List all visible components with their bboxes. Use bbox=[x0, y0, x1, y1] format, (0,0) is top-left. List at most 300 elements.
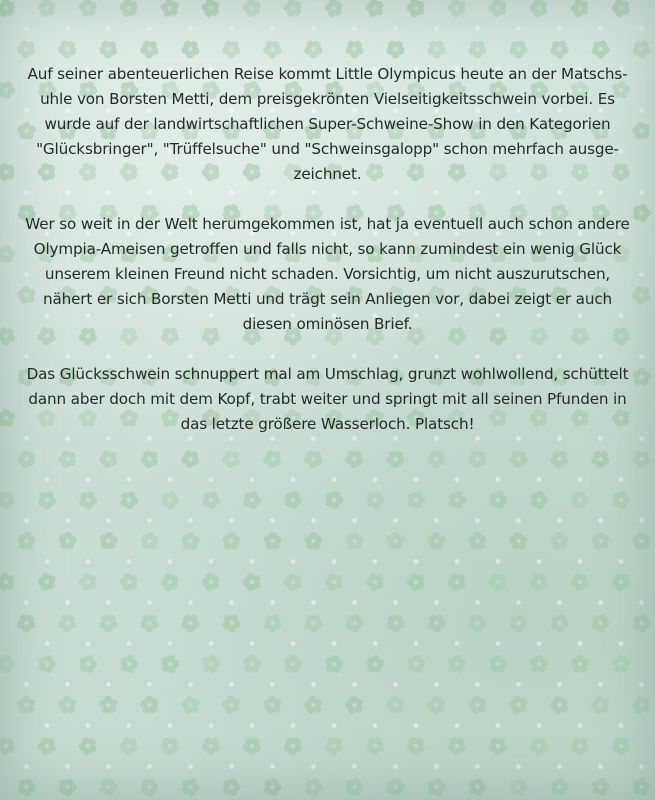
flower-icon bbox=[138, 775, 162, 798]
dot-mark bbox=[639, 26, 644, 31]
dot-mark bbox=[373, 641, 378, 646]
dot-mark bbox=[65, 600, 70, 605]
flower-icon bbox=[240, 733, 265, 758]
dot-mark bbox=[311, 600, 316, 605]
dot-mark bbox=[352, 600, 357, 605]
flower-icon bbox=[568, 0, 593, 20]
flower-icon bbox=[158, 488, 182, 512]
flower-icon bbox=[199, 488, 223, 512]
flower-icon bbox=[424, 36, 449, 61]
dot-mark bbox=[352, 26, 357, 31]
dot-mark bbox=[311, 682, 316, 687]
flower-icon bbox=[384, 611, 408, 635]
flower-icon bbox=[118, 653, 140, 675]
flower-icon bbox=[365, 654, 386, 674]
flower-icon bbox=[568, 733, 593, 758]
dot-mark bbox=[475, 518, 480, 523]
dot-mark bbox=[291, 723, 296, 728]
dot-mark bbox=[127, 723, 132, 728]
dot-mark bbox=[291, 559, 296, 564]
flower-icon bbox=[35, 733, 60, 758]
dot-mark bbox=[639, 272, 644, 277]
dot-mark bbox=[619, 477, 624, 482]
flower-icon bbox=[199, 569, 224, 594]
dot-mark bbox=[619, 559, 624, 564]
dot-mark bbox=[434, 518, 439, 523]
flower-icon bbox=[35, 570, 59, 594]
dot-mark bbox=[598, 26, 603, 31]
text-line: dann aber doch mit dem Kopf, trabt weiter und springt mit all seinen Pfunden in bbox=[28, 390, 627, 408]
dot-mark bbox=[106, 518, 111, 523]
flower-icon bbox=[181, 531, 200, 550]
flower-icon bbox=[447, 654, 467, 674]
dot-mark bbox=[86, 723, 91, 728]
dot-mark bbox=[270, 518, 275, 523]
flower-icon bbox=[76, 569, 100, 594]
flower-icon bbox=[14, 36, 39, 61]
dot-mark bbox=[311, 518, 316, 523]
dot-mark bbox=[619, 641, 624, 646]
flower-icon bbox=[589, 611, 613, 634]
flower-icon bbox=[222, 531, 241, 550]
flower-icon bbox=[0, 733, 19, 758]
dot-mark bbox=[516, 518, 521, 523]
dot-mark bbox=[393, 764, 398, 769]
dot-mark bbox=[373, 723, 378, 728]
flower-icon bbox=[322, 569, 347, 594]
flower-icon bbox=[0, 409, 15, 427]
dot-mark bbox=[455, 641, 460, 646]
flower-icon bbox=[158, 0, 182, 20]
dot-mark bbox=[639, 190, 644, 195]
dot-mark bbox=[229, 682, 234, 687]
dot-mark bbox=[106, 600, 111, 605]
flower-icon bbox=[507, 692, 532, 717]
flower-icon bbox=[445, 0, 470, 20]
dot-mark bbox=[496, 723, 501, 728]
flower-icon bbox=[384, 776, 406, 798]
dot-mark bbox=[393, 600, 398, 605]
paragraph-2 bbox=[22, 212, 633, 337]
flower-icon bbox=[446, 488, 469, 511]
flower-icon bbox=[281, 488, 304, 511]
flower-icon bbox=[158, 733, 183, 758]
flower-icon bbox=[486, 733, 511, 758]
dot-mark bbox=[598, 600, 603, 605]
dot-mark bbox=[24, 764, 29, 769]
dot-mark bbox=[209, 723, 214, 728]
flower-icon bbox=[610, 489, 632, 511]
dot-mark bbox=[639, 764, 644, 769]
flower-icon bbox=[631, 776, 652, 797]
flower-icon bbox=[384, 693, 408, 717]
dot-mark bbox=[434, 682, 439, 687]
flower-icon bbox=[345, 532, 363, 550]
dot-mark bbox=[65, 26, 70, 31]
flower-icon bbox=[363, 733, 388, 758]
dot-mark bbox=[475, 682, 480, 687]
dot-mark bbox=[414, 559, 419, 564]
flower-icon bbox=[363, 569, 388, 594]
text-line: wurde auf der landwirtschaftlichen Super-Schweine-Show in den Kategorien bbox=[44, 115, 611, 133]
flower-icon bbox=[36, 0, 60, 20]
flower-icon bbox=[77, 0, 101, 20]
flower-icon bbox=[117, 0, 141, 20]
dot-mark bbox=[537, 641, 542, 646]
flower-icon bbox=[342, 611, 366, 635]
dot-mark bbox=[557, 26, 562, 31]
flower-icon bbox=[56, 693, 79, 716]
flower-icon bbox=[219, 610, 244, 635]
flower-icon bbox=[486, 569, 511, 594]
dot-mark bbox=[168, 723, 173, 728]
dot-mark bbox=[639, 354, 644, 359]
dot-mark bbox=[311, 26, 316, 31]
dot-mark bbox=[65, 764, 70, 769]
dot-mark bbox=[311, 764, 316, 769]
flower-icon bbox=[406, 654, 426, 674]
text-line: nähert er sich Borsten Metti und trägt sein Anliegen vor, dabei zeigt er auch bbox=[42, 290, 612, 308]
dot-mark bbox=[229, 600, 234, 605]
dot-mark bbox=[393, 682, 398, 687]
flower-icon bbox=[466, 692, 491, 717]
flower-icon bbox=[16, 531, 36, 551]
flower-icon bbox=[322, 0, 346, 20]
flower-icon bbox=[385, 530, 407, 553]
flower-icon bbox=[425, 611, 449, 635]
flower-icon bbox=[343, 693, 367, 717]
text-line: Das Glücksschwein schnuppert mal am Umschlag, grunzt wohlwollend, schüttelt bbox=[26, 365, 629, 383]
dot-mark bbox=[414, 723, 419, 728]
flower-icon bbox=[220, 693, 244, 717]
flower-icon bbox=[15, 693, 38, 716]
dot-mark bbox=[352, 682, 357, 687]
flower-icon bbox=[178, 36, 203, 61]
dot-mark bbox=[332, 477, 337, 482]
flower-icon bbox=[281, 569, 306, 594]
flower-icon bbox=[76, 733, 101, 758]
dot-mark bbox=[373, 477, 378, 482]
dot-mark bbox=[516, 26, 521, 31]
flower-icon bbox=[263, 531, 282, 549]
dot-mark bbox=[332, 559, 337, 564]
flower-icon bbox=[220, 775, 243, 798]
flower-icon bbox=[547, 692, 572, 717]
flower-icon bbox=[527, 0, 552, 20]
dot-mark bbox=[557, 764, 562, 769]
flower-icon bbox=[466, 529, 489, 552]
flower-icon bbox=[14, 610, 39, 635]
flower-icon bbox=[426, 529, 449, 552]
flower-icon bbox=[117, 488, 141, 512]
flower-icon bbox=[178, 610, 203, 635]
text-line: unserem kleinen Freund nicht schaden. Vorsichtig, um nicht auszurutschen, bbox=[44, 265, 611, 283]
flower-icon bbox=[15, 775, 39, 799]
dot-mark bbox=[127, 477, 132, 482]
dot-mark bbox=[168, 559, 173, 564]
dot-mark bbox=[168, 477, 173, 482]
flower-icon bbox=[55, 610, 80, 635]
paragraph-1 bbox=[22, 62, 633, 187]
flower-icon bbox=[200, 653, 221, 674]
dot-mark bbox=[291, 641, 296, 646]
flower-icon bbox=[612, 654, 631, 673]
flower-icon bbox=[302, 775, 325, 798]
text-line: uhle von Borsten Metti, dem preisgekrönten Vielseitigkeitsschwein vorbei. Es bbox=[40, 90, 615, 108]
dot-mark bbox=[557, 518, 562, 523]
flower-icon bbox=[199, 733, 224, 758]
flower-icon bbox=[629, 692, 654, 717]
dot-mark bbox=[106, 764, 111, 769]
flower-icon bbox=[158, 569, 183, 594]
dot-mark bbox=[537, 477, 542, 482]
flower-icon bbox=[304, 532, 322, 550]
flower-icon bbox=[590, 776, 611, 797]
flower-icon bbox=[301, 36, 326, 61]
dot-mark bbox=[24, 682, 29, 687]
dot-mark bbox=[188, 518, 193, 523]
dot-mark bbox=[598, 682, 603, 687]
dot-mark bbox=[270, 764, 275, 769]
dot-mark bbox=[619, 723, 624, 728]
flower-icon bbox=[569, 489, 591, 511]
flower-icon bbox=[0, 243, 17, 264]
dot-mark bbox=[45, 723, 50, 728]
dot-mark bbox=[352, 518, 357, 523]
dot-mark bbox=[147, 26, 152, 31]
flower-icon bbox=[96, 610, 121, 635]
paragraph-3 bbox=[22, 362, 633, 437]
flower-icon bbox=[343, 775, 366, 797]
dot-mark bbox=[496, 641, 501, 646]
flower-icon bbox=[199, 0, 223, 20]
text-line: zeichnet. bbox=[293, 165, 362, 183]
dot-mark bbox=[65, 518, 70, 523]
dot-mark bbox=[86, 641, 91, 646]
dot-mark bbox=[188, 600, 193, 605]
dot-mark bbox=[496, 477, 501, 482]
dot-mark bbox=[24, 26, 29, 31]
dot-mark bbox=[209, 559, 214, 564]
flower-icon bbox=[487, 488, 510, 510]
dot-mark bbox=[537, 723, 542, 728]
dot-mark bbox=[578, 641, 583, 646]
flower-icon bbox=[0, 488, 18, 512]
flower-icon bbox=[99, 531, 119, 551]
flower-icon bbox=[261, 775, 284, 798]
dot-mark bbox=[332, 641, 337, 646]
flower-icon bbox=[240, 488, 264, 511]
flower-icon bbox=[488, 654, 508, 673]
flower-icon bbox=[630, 529, 653, 553]
flower-icon bbox=[281, 733, 306, 758]
dot-mark bbox=[393, 26, 398, 31]
dot-mark bbox=[45, 641, 50, 646]
flower-icon bbox=[219, 36, 244, 61]
text-line: Olympia-Ameisen getroffen und falls nicht, so kann zumindest ein wenig Glück bbox=[33, 240, 622, 258]
flower-icon bbox=[322, 733, 347, 758]
dot-mark bbox=[188, 682, 193, 687]
dot-mark bbox=[352, 764, 357, 769]
flower-icon bbox=[0, 0, 18, 20]
flower-icon bbox=[117, 733, 142, 758]
dot-mark bbox=[516, 764, 521, 769]
dot-mark bbox=[147, 518, 152, 523]
flower-icon bbox=[240, 0, 264, 20]
flower-icon bbox=[96, 36, 121, 61]
flower-icon bbox=[609, 0, 634, 20]
dot-mark bbox=[147, 600, 152, 605]
flower-icon bbox=[507, 529, 530, 552]
dot-mark bbox=[65, 682, 70, 687]
flower-icon bbox=[240, 569, 265, 594]
flower-icon bbox=[570, 654, 589, 673]
dot-mark bbox=[86, 559, 91, 564]
dot-mark bbox=[229, 518, 234, 523]
flower-icon bbox=[529, 654, 548, 673]
flower-icon bbox=[568, 569, 593, 594]
flower-icon bbox=[629, 446, 654, 471]
dot-mark bbox=[229, 26, 234, 31]
dot-mark bbox=[291, 477, 296, 482]
flower-icon bbox=[630, 202, 652, 224]
flower-icon bbox=[609, 733, 634, 758]
flower-icon bbox=[159, 653, 181, 674]
dot-mark bbox=[475, 600, 480, 605]
flower-icon bbox=[609, 569, 634, 594]
flower-icon bbox=[508, 776, 530, 798]
dot-mark bbox=[188, 26, 193, 31]
flower-icon bbox=[630, 119, 654, 143]
flower-icon bbox=[241, 653, 262, 674]
text-line: Wer so weit in der Welt herumgekommen ist, hat ja eventuell auch schon andere bbox=[25, 215, 630, 233]
flower-icon bbox=[630, 611, 654, 634]
dot-mark bbox=[516, 600, 521, 605]
dot-mark bbox=[455, 723, 460, 728]
flower-icon bbox=[486, 0, 511, 20]
dot-mark bbox=[475, 764, 480, 769]
dot-mark bbox=[414, 641, 419, 646]
flower-icon bbox=[404, 569, 429, 594]
dot-mark bbox=[639, 600, 644, 605]
dot-mark bbox=[598, 764, 603, 769]
flower-icon bbox=[363, 0, 388, 20]
dot-mark bbox=[639, 518, 644, 523]
dot-mark bbox=[168, 641, 173, 646]
flower-icon bbox=[527, 569, 552, 594]
flower-icon bbox=[137, 36, 162, 61]
text-line: Auf seiner abenteuerlichen Reise kommt Little Olympicus heute an der Matschs- bbox=[27, 65, 628, 83]
flower-icon bbox=[140, 531, 160, 550]
flower-icon bbox=[630, 37, 654, 61]
flower-icon bbox=[261, 693, 285, 717]
flower-icon bbox=[323, 488, 346, 511]
flower-icon bbox=[506, 36, 531, 61]
dot-mark bbox=[639, 108, 644, 113]
dot-mark bbox=[557, 682, 562, 687]
flower-icon bbox=[179, 693, 203, 717]
flower-icon bbox=[404, 733, 429, 758]
flower-icon bbox=[324, 653, 345, 673]
dot-mark bbox=[578, 723, 583, 728]
dot-mark bbox=[106, 26, 111, 31]
flower-icon bbox=[548, 611, 572, 635]
flower-icon bbox=[179, 775, 202, 798]
dot-mark bbox=[639, 436, 644, 441]
dot-mark bbox=[434, 600, 439, 605]
text-line: "Glücksbringer", "Trüffelsuche" und "Schweinsgalopp" schon mehrfach ausge- bbox=[36, 140, 619, 158]
flower-icon bbox=[301, 610, 326, 634]
flower-icon bbox=[588, 692, 613, 717]
flower-icon bbox=[56, 775, 80, 799]
dot-mark bbox=[229, 764, 234, 769]
dot-mark bbox=[270, 600, 275, 605]
flower-icon bbox=[405, 488, 428, 511]
dot-mark bbox=[250, 559, 255, 564]
flower-icon bbox=[97, 775, 121, 798]
flower-icon bbox=[117, 569, 142, 594]
flower-icon bbox=[425, 776, 447, 798]
dot-mark bbox=[537, 559, 542, 564]
flower-icon bbox=[57, 531, 77, 551]
dot-mark bbox=[250, 477, 255, 482]
flower-icon bbox=[425, 693, 449, 718]
flower-icon bbox=[445, 569, 470, 594]
dot-mark bbox=[24, 518, 29, 523]
dot-mark bbox=[127, 559, 132, 564]
dot-mark bbox=[373, 559, 378, 564]
flower-icon bbox=[527, 733, 552, 758]
flower-icon bbox=[0, 78, 18, 101]
dot-mark bbox=[250, 723, 255, 728]
dot-mark bbox=[332, 723, 337, 728]
flower-icon bbox=[548, 529, 571, 552]
flower-icon bbox=[283, 653, 304, 674]
dot-mark bbox=[147, 682, 152, 687]
dot-mark bbox=[106, 682, 111, 687]
dot-mark bbox=[45, 559, 50, 564]
dot-mark bbox=[496, 559, 501, 564]
dot-mark bbox=[209, 477, 214, 482]
flower-icon bbox=[260, 36, 285, 61]
dot-mark bbox=[414, 477, 419, 482]
dot-mark bbox=[209, 641, 214, 646]
dot-mark bbox=[434, 764, 439, 769]
dot-mark bbox=[434, 26, 439, 31]
flower-icon bbox=[0, 159, 19, 184]
dot-mark bbox=[598, 518, 603, 523]
dot-mark bbox=[578, 477, 583, 482]
flower-icon bbox=[342, 36, 367, 61]
flower-icon bbox=[404, 0, 429, 20]
dot-mark bbox=[455, 477, 460, 482]
flower-icon bbox=[0, 323, 19, 348]
flower-icon bbox=[467, 776, 489, 798]
dot-mark bbox=[45, 477, 50, 482]
dot-mark bbox=[250, 641, 255, 646]
dot-mark bbox=[516, 682, 521, 687]
flower-icon bbox=[0, 570, 18, 594]
flower-icon bbox=[465, 36, 490, 61]
dot-mark bbox=[578, 559, 583, 564]
story-text bbox=[22, 62, 633, 462]
dot-mark bbox=[393, 518, 398, 523]
dot-mark bbox=[557, 600, 562, 605]
flower-icon bbox=[507, 611, 531, 635]
flower-icon bbox=[383, 36, 408, 61]
flower-icon bbox=[0, 652, 17, 674]
dot-mark bbox=[475, 26, 480, 31]
